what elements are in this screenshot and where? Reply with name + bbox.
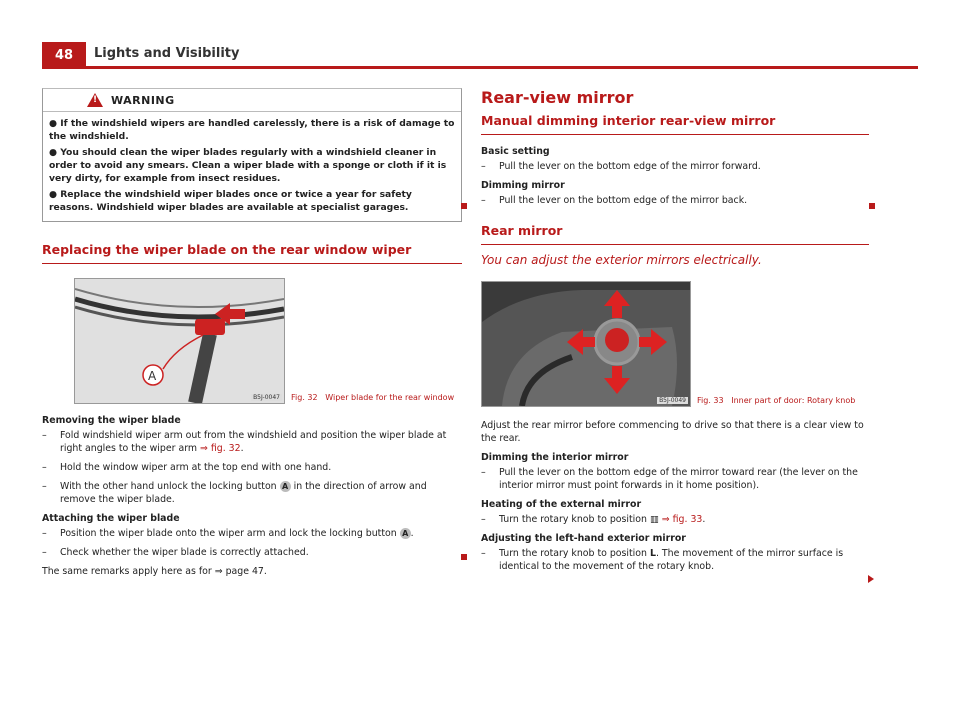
position-l-symbol: L (649, 548, 656, 559)
end-marker-icon (869, 203, 875, 209)
left-column (42, 88, 462, 578)
page-title: Lights and Visibility (94, 46, 240, 61)
warning-item: ● If the windshield wipers are handled carelessly, there is a risk of damage to the windshield. (49, 118, 455, 142)
warning-body (43, 112, 461, 221)
continue-arrow-icon (868, 575, 874, 583)
end-marker-icon (461, 203, 467, 209)
list-item: – Check whether the wiper blade is correctly attached. (42, 547, 309, 558)
heating-icon: ▥ (649, 514, 659, 525)
warning-item: ● You should clean the wiper blades regularly with a windshield cleaner in order to avoid any smears. Clean a wiper blade with a sponge or cloth if it is very dirty, for example from insect residues. (49, 147, 447, 184)
list-item: – Turn the rotary knob to position ▥ ⇒ fig. 33. (481, 514, 706, 525)
caption-number: Fig. 33 (697, 396, 724, 405)
locking-button-key: A (280, 481, 291, 492)
figure-link[interactable]: ⇒ fig. 33 (661, 514, 703, 525)
list-item: – Position the wiper blade onto the wiper arm and lock the locking button A . (42, 528, 414, 539)
remark-text: The same remarks apply here as for ⇒ page 47. (42, 566, 267, 577)
caption-number: Fig. 32 (291, 393, 318, 402)
list-item: – With the other hand unlock the locking button A in the direction of arrow and remove the wiper blade. (42, 481, 427, 505)
warning-title: WARNING (111, 93, 175, 107)
section-title-wiper: Replacing the wiper blade on the rear window wiper (42, 242, 462, 264)
page-number: 48 (42, 42, 86, 69)
dim-interior-title: Dimming the interior mirror (481, 452, 629, 463)
right-column (481, 88, 869, 579)
rotary-knob-figure-image (481, 281, 691, 407)
figure-caption (697, 396, 855, 407)
removing-title: Removing the wiper blade (42, 415, 181, 426)
wiper-instructions (42, 414, 462, 578)
warning-icon: ! (87, 93, 103, 107)
rotary-knob-illustration (482, 282, 690, 406)
rear-mirror-intro: You can adjust the exterior mirrors electrically. (481, 253, 762, 267)
warning-item: ● Replace the windshield wiper blades once or twice a year for safety reasons. Windshield wiper blades are available at specialist garages. (49, 189, 412, 213)
figure-code: B5J-0047 (253, 394, 280, 401)
heating-title: Heating of the external mirror (481, 499, 642, 510)
dimming-instructions (481, 145, 869, 207)
caption-text: Wiper blade for the rear window (325, 393, 455, 402)
svg-text:A: A (148, 369, 157, 383)
list-item: – Hold the window wiper arm at the top end with one hand. (42, 462, 332, 473)
list-item: – Turn the rotary knob to position L. The movement of the mirror surface is identical to the movement of the rotary knob. (481, 548, 844, 572)
end-marker-icon (461, 554, 467, 560)
dimming-mirror-title: Dimming mirror (481, 180, 565, 191)
figure-link[interactable]: ⇒ fig. 32 (200, 443, 241, 454)
adjust-left-title: Adjusting the left-hand exterior mirror (481, 533, 686, 544)
wiper-illustration (75, 279, 284, 403)
header-rule (42, 66, 918, 69)
figure-caption (291, 393, 454, 404)
list-item: – Pull the lever on the bottom edge of the mirror toward rear (the lever on the interior mirror must point forwards in it home position). (481, 467, 858, 491)
figure-32 (42, 278, 462, 404)
warning-box (42, 88, 462, 222)
warning-header (43, 89, 461, 112)
caption-text: Inner part of door: Rotary knob (731, 396, 856, 405)
wiper-figure-image (74, 278, 285, 404)
figure-code: B5J-0049 (659, 397, 686, 404)
section-title-dimming: Manual dimming interior rear-view mirror (481, 113, 869, 135)
basic-setting-title: Basic setting (481, 146, 550, 157)
main-title: Rear-view mirror (481, 88, 634, 107)
list-item: – Pull the lever on the bottom edge of the mirror forward. (481, 161, 761, 172)
locking-button-key: A (400, 528, 411, 539)
adjust-text: Adjust the rear mirror before commencing to drive so that there is a clear view to the rear. (481, 420, 864, 444)
section-title-rear-mirror: Rear mirror (481, 223, 869, 245)
attaching-title: Attaching the wiper blade (42, 513, 180, 524)
rear-mirror-instructions (481, 419, 869, 573)
figure-33 (481, 281, 869, 407)
list-item: – Fold windshield wiper arm out from the windshield and position the wiper blade at right angles to the wiper arm ⇒ fig. 32. (42, 430, 447, 454)
list-item: – Pull the lever on the bottom edge of the mirror back. (481, 195, 748, 206)
